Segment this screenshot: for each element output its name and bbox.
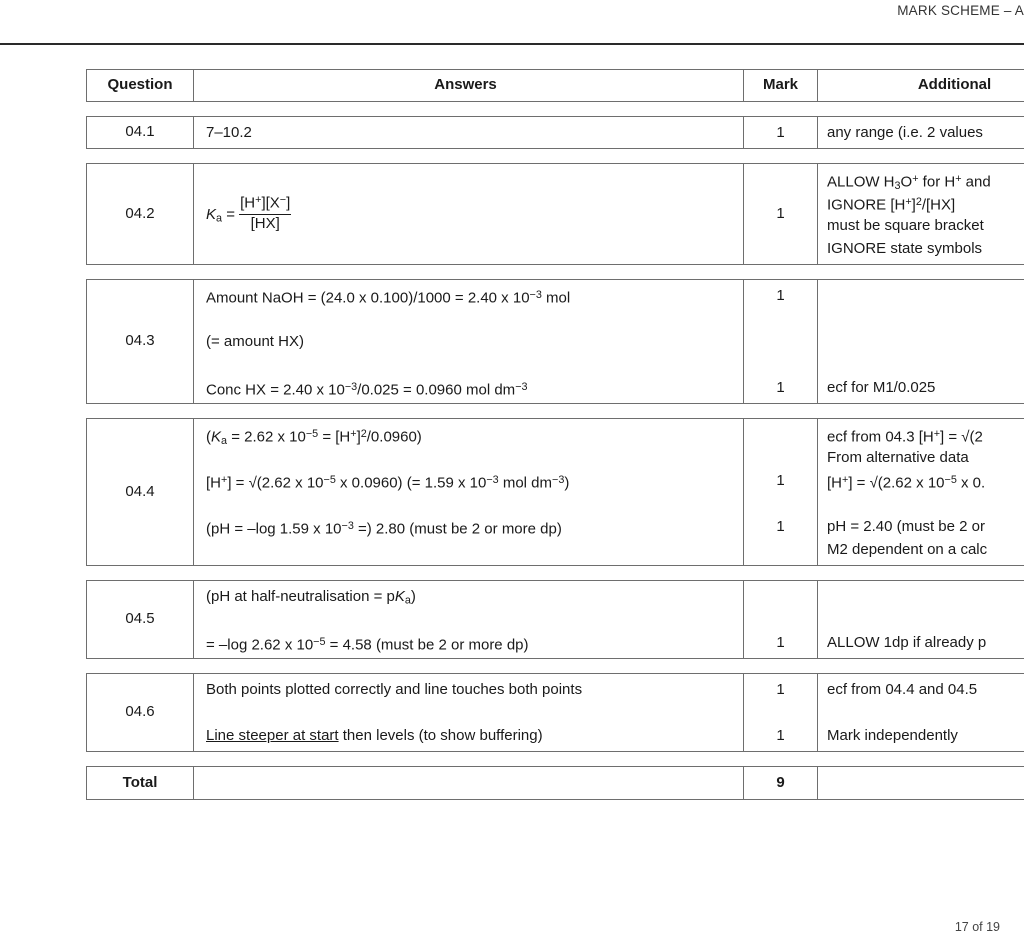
question-number: 04.2 [87,164,194,264]
answer-spacer [206,353,737,376]
guidance-spacer [827,492,1024,515]
guidance-line: M2 dependent on a calc [827,541,988,558]
answer-spacer [206,307,737,330]
answer-line: ($K_a = 2.62$ x $10^{-5} = [H^+]^2/0.0960$) [206,428,422,448]
table-total-row [86,766,1024,800]
mark-cell [744,581,818,658]
guidance-line: ecf for M1/0.025 [827,379,936,396]
guidance-line: pH = 2.40 (must be 2 or [827,518,985,535]
answer-line: (= amount HX) [206,333,304,350]
guidance-cell [818,280,1024,403]
page-number: 17 of 19 [954,920,1000,934]
answer-line: = –log 2.62 x $10^{-5} = 4.58$ (must be 2 or more dp) [206,636,529,654]
column-header-mark: Mark [744,70,818,101]
mark-value: 1 [776,634,785,651]
mark-scheme-header-text: MARK SCHEME – A [897,3,1024,18]
question-number: 04.4 [87,419,194,565]
ka-denominator: [HX] [250,214,280,232]
guidance-spacer [827,307,1024,330]
guidance-line: From alternative data [827,449,969,466]
mark-spacer [750,608,811,631]
mark-spacer [750,492,811,515]
page-header [0,0,1024,44]
question-number: 04.5 [87,581,194,658]
guidance-cell [818,581,1024,658]
guidance-line: ALLOW 1dp if already p [827,634,987,651]
answer-line: Amount NaOH = (24.0 x 0.100)/1000 = 2.40 x $10^{-3}$ mol [206,289,571,307]
mark-scheme-table [86,69,1024,814]
underlined-phrase: Line steeper at start [206,727,339,744]
mark-value: 1 [776,124,785,141]
mark-spacer [750,446,811,469]
answer-spacer [206,492,737,515]
answer-line: (pH at half-neutralisation = $pK_a$) [206,588,416,607]
mark-cell [744,164,818,264]
guidance-cell [818,164,1024,264]
mark-spacer [750,585,811,608]
guidance-line: [H+] = √(2.62 x $10^{-5}$ x 0. [827,474,986,492]
guidance-spacer [827,353,1024,376]
mark-value: 1 [776,518,785,535]
mark-spacer [750,307,811,330]
ka-subscript: a [216,213,223,226]
table-row [86,580,1024,659]
answer-line: Line steeper at start then levels (to show buffering) [206,727,543,744]
mark-cell [744,674,818,751]
mark-value: 1 [776,287,785,304]
mark-value: 1 [776,727,785,744]
guidance-line: must be square bracket [827,217,984,234]
answer-cell [194,164,744,264]
guidance-line: ecf from 04.4 and 04.5 [827,681,978,698]
guidance-cell [818,419,1024,565]
mark-value: 1 [776,379,785,396]
guidance-line: Mark independently [827,727,958,744]
guidance-spacer [827,701,1024,724]
mark-value: 1 [776,472,785,489]
table-row [86,163,1024,265]
answer-line: Both points plotted correctly and line touches both points [206,681,583,698]
mark-cell [744,419,818,565]
column-header-question: Question [87,70,194,101]
answer-cell [194,280,744,403]
table-header-row [86,69,1024,102]
ka-numerator: [H+][X−] [239,194,291,214]
answer-spacer [206,608,737,631]
column-header-guidance: Additional [917,76,992,94]
guidance-line: any range (i.e. 2 values [827,124,983,141]
table-row [86,116,1024,149]
mark-cell [744,117,818,148]
answer-line: Conc HX = 2.40 x $10^{-3}/0.025 = 0.0960$ mol $dm^{-3}$ [206,381,528,399]
guidance-cell [818,117,1024,148]
guidance-line: IGNORE state symbols [827,240,983,257]
answer-spacer [206,446,737,469]
answer-cell [194,581,744,658]
mark-cell [744,280,818,403]
mark-spacer [750,353,811,376]
header-divider [0,43,1024,45]
question-number: 04.3 [87,280,194,403]
equals-sign: = [226,206,235,224]
table-row [86,418,1024,566]
mark-spacer [750,423,811,446]
guidance-spacer [827,585,1024,608]
guidance-spacer [827,284,1024,307]
table-row [86,673,1024,752]
page-footer [0,920,1024,934]
mark-value: 1 [776,681,785,698]
table-row [86,279,1024,404]
answer-line: (pH = –log 1.59 x $10^{-3}$ =) 2.80 (must be 2 or more dp) [206,520,562,538]
answer-cell [194,674,744,751]
answer-cell [194,419,744,565]
mark-spacer [750,330,811,353]
answer-line: [H+] = √(2.62 x $10^{-5}$ x 0.0960) (= 1.59 x $10^{-3}$ mol $dm^{-3}$) [206,474,570,492]
answer-spacer [206,701,737,724]
mark-value: 1 [776,204,785,222]
total-guidance-empty [818,767,1024,799]
mark-spacer [750,701,811,724]
ka-symbol: K [206,206,217,224]
total-mark-value: 9 [744,767,818,799]
guidance-spacer [827,608,1024,631]
guidance-spacer [827,330,1024,353]
guidance-cell [818,674,1024,751]
ka-fraction [239,194,291,233]
question-number: 04.1 [87,117,194,148]
total-label: Total [87,767,194,799]
column-header-answers: Answers [194,70,744,101]
ka-expression [206,194,291,233]
total-answers-empty [194,767,744,799]
question-number: 04.6 [87,674,194,751]
answer-line: 7–10.2 [206,124,252,141]
guidance-line: ALLOW $H_3O^+$ for H+ and [827,173,991,193]
guidance-line: IGNORE $[H^+]^2/[HX]$ [827,196,956,214]
answer-cell [194,117,744,148]
guidance-line: ecf from 04.3 [H+] = √(2 [827,428,983,446]
